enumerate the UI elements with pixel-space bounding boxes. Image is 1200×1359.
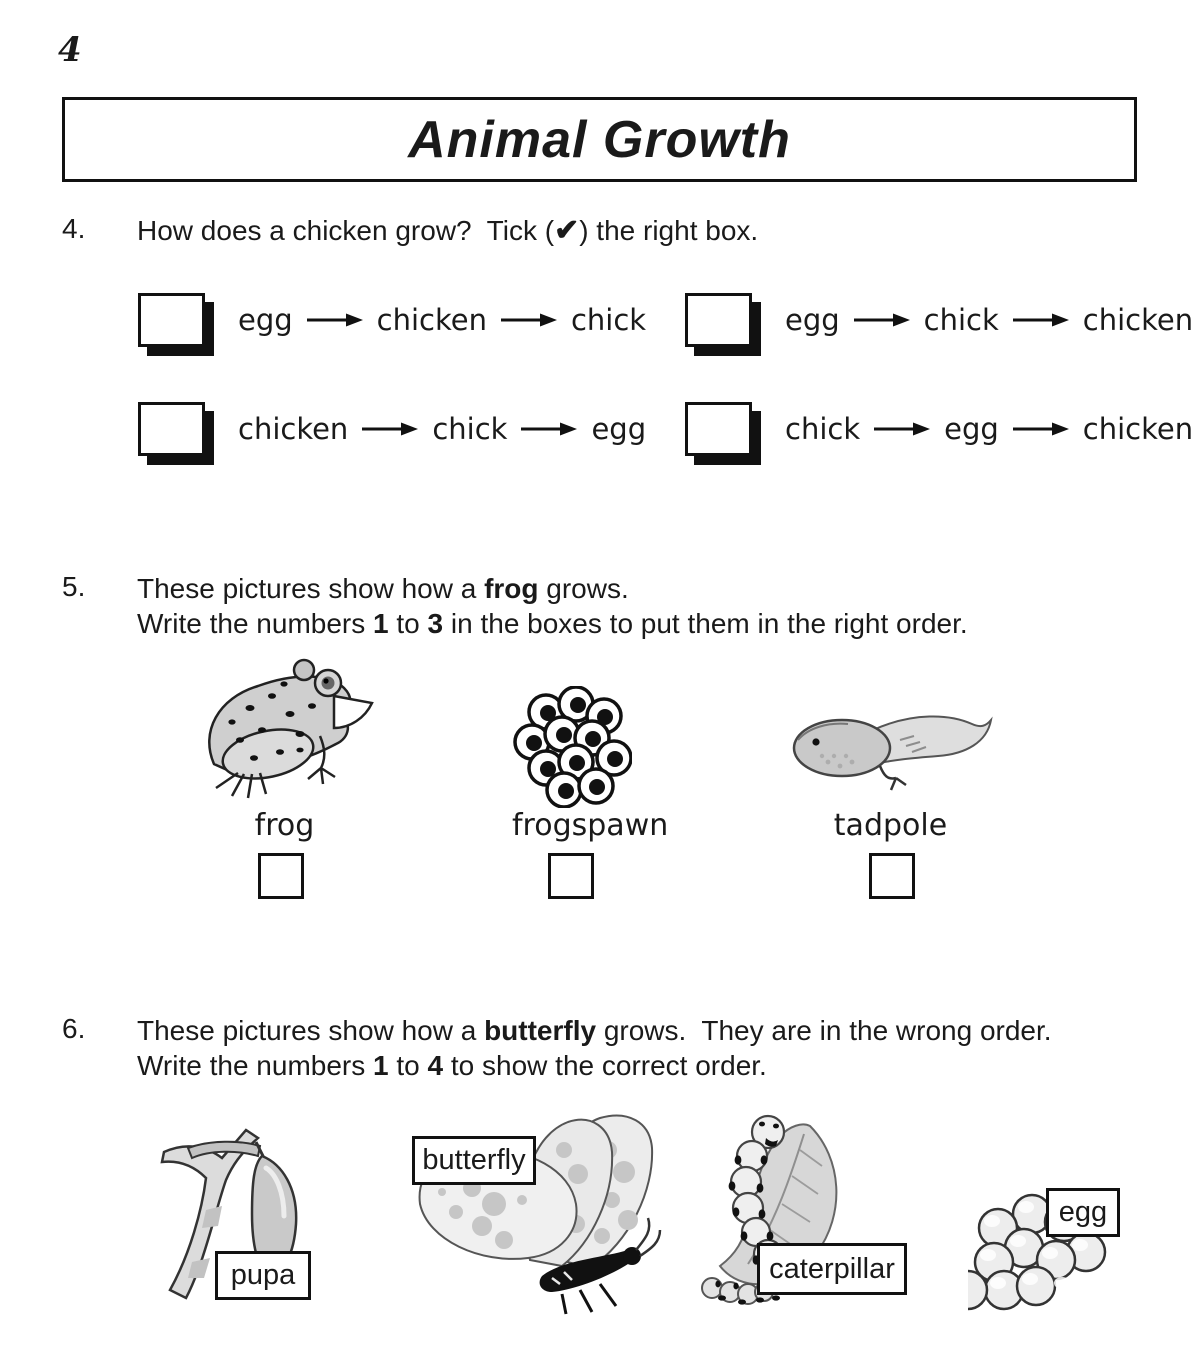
- chicken-option-1: [138, 288, 646, 352]
- right-arrow-icon: [873, 421, 931, 437]
- caption-butterfly: butterfly: [422, 1144, 526, 1176]
- caption-pupa: pupa: [230, 1259, 296, 1291]
- sequence-1: egg chicken chick: [238, 303, 647, 337]
- chicken-option-2: [685, 288, 1193, 352]
- answer-checkbox-3[interactable]: [138, 402, 205, 456]
- order-box-frog[interactable]: [258, 853, 304, 899]
- right-arrow-icon: [520, 421, 578, 437]
- frog-illustration: [192, 646, 377, 808]
- question-5-prompt: These pictures show how a frog grows. Write the numbers 1 to 3 in the boxes to put them in the right order.: [137, 573, 968, 639]
- stage-label-tadpole: tadpole: [833, 808, 948, 843]
- question-4-number: 4.: [62, 213, 86, 244]
- chicken-option-3: [138, 397, 646, 461]
- question-6-prompt: These pictures show how a butterfly grows. They are in the wrong order. Write the numbers 1 to 4 to show the correct order.: [137, 1015, 1052, 1081]
- caption-caterpillar: caterpillar: [769, 1252, 895, 1285]
- question-5-number: 5.: [62, 571, 86, 602]
- answer-checkbox-4[interactable]: [685, 402, 752, 456]
- sequence-4: chick egg chicken: [785, 412, 1194, 446]
- page-number: 4: [58, 30, 82, 70]
- tick-mark-icon: ✔: [554, 214, 580, 247]
- right-arrow-icon: [1012, 312, 1070, 328]
- caption-box-butterfly: [412, 1136, 536, 1185]
- right-arrow-icon: [361, 421, 419, 437]
- order-box-tadpole[interactable]: [869, 853, 915, 899]
- answer-checkbox-1[interactable]: [138, 293, 205, 347]
- page-title: Animal Growth: [408, 110, 791, 169]
- sequence-3: chicken chick egg: [238, 412, 647, 446]
- stage-label-frog: frog: [254, 808, 315, 843]
- caption-box-pupa: [215, 1251, 311, 1300]
- frogspawn-illustration: [512, 686, 632, 808]
- answer-checkbox-2[interactable]: [685, 293, 752, 347]
- order-box-frogspawn[interactable]: [548, 853, 594, 899]
- chicken-option-4: [685, 397, 1193, 461]
- title-banner: [62, 97, 1137, 182]
- caption-box-egg: [1046, 1188, 1120, 1237]
- sequence-2: egg chick chicken: [785, 303, 1194, 337]
- caption-box-caterpillar: [757, 1243, 907, 1295]
- right-arrow-icon: [500, 312, 558, 328]
- right-arrow-icon: [1012, 421, 1070, 437]
- question-6-number: 6.: [62, 1013, 86, 1044]
- caption-egg: egg: [1058, 1196, 1108, 1228]
- right-arrow-icon: [853, 312, 911, 328]
- question-4-prompt: How does a chicken grow? Tick (✔) the right box.: [137, 214, 759, 247]
- tadpole-illustration: [788, 700, 993, 796]
- right-arrow-icon: [306, 312, 364, 328]
- stage-label-frogspawn: frogspawn: [512, 808, 669, 843]
